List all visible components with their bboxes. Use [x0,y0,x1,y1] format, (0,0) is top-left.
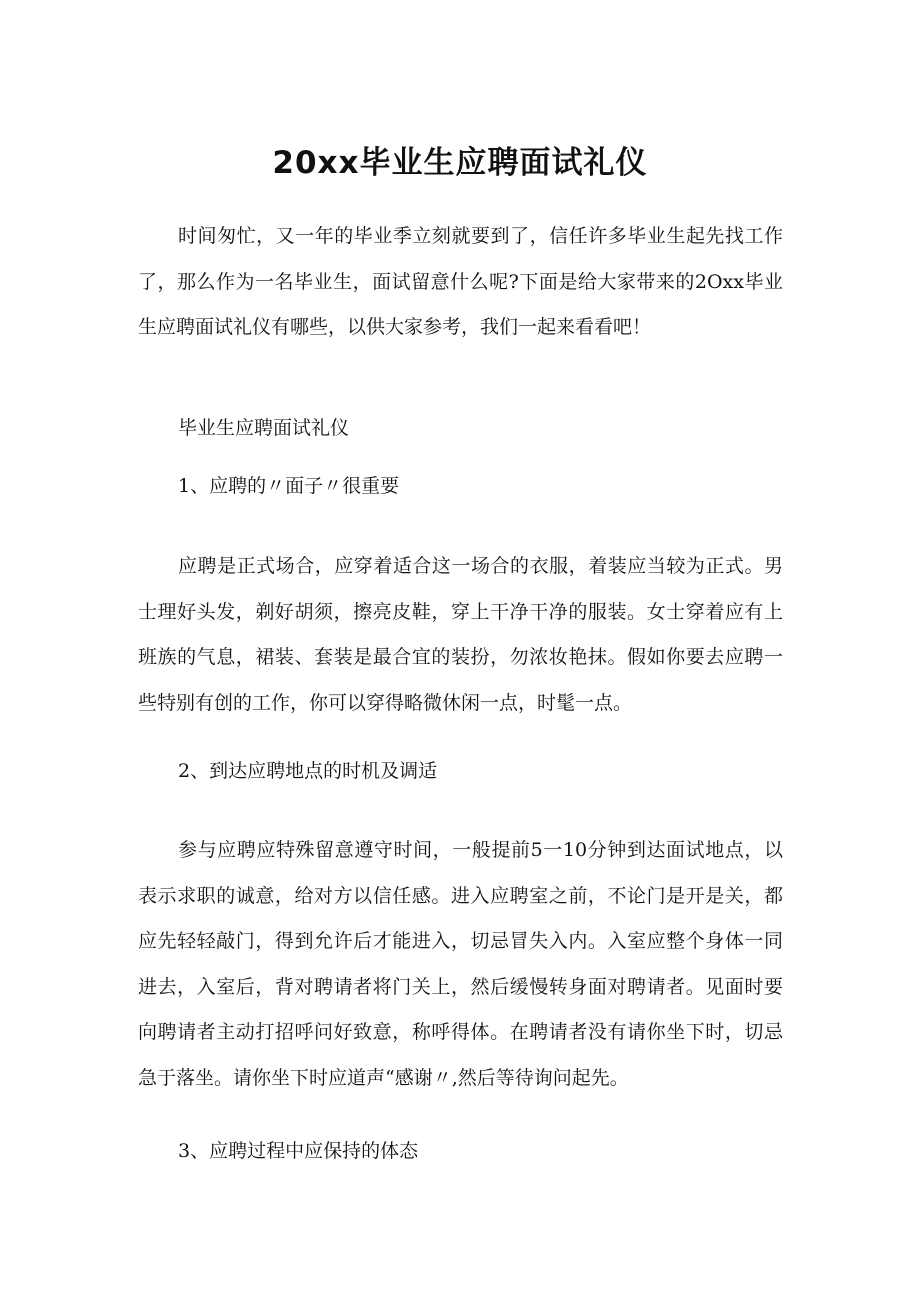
section-body-1: 应聘是正式场合，应穿着适合这一场合的衣服，着装应当较为正式。男士理好头发，剃好胡须，擦亮皮鞋，穿上干净干净的服装。女士穿着应有上班族的气息，裙装、套装是最合宜的装扮，勿浓妆艳抹。假如你要去应聘一些特别有创的工作，你可以穿得略微休闲一点，时髦一点。 [138,555,783,714]
section-heading-2: 2、到达应聘地点的时机及调适 [178,760,438,782]
section-heading-3: 3、应聘过程中应保持的体态 [178,1140,419,1162]
intro-paragraph: 时间匆忙，又一年的毕业季立刻就要到了，信任许多毕业生起先找工作了，那么作为一名毕业生，面试留意什么呢?下面是给大家带来的2Oxx毕业生应聘面试礼仪有哪些，以供大家参考，我们一起来看看吧！ [138,225,783,338]
document-title: 20xx毕业生应聘面试礼仪 [272,145,648,181]
section-title: 毕业生应聘面试礼仪 [178,417,350,439]
section-body-2: 参与应聘应特殊留意遵守时间，一般提前5一10分钟到达面试地点，以表示求职的诚意，给对方以信任感。进入应聘室之前，不论门是开是关，都应先轻轻敲门，得到允许后才能进入，切忌冒失入内。入室应整个身体一同进去，入室后，背对聘请者将门关上，然后缓慢转身面对聘请者。见面时要向聘请者主动打招呼问好致意，称呼得体。在聘请者没有请你坐下时，切忌急于落坐。请你坐下时应道声“感谢〃,然后等待询问起先。 [138,839,783,1089]
section-heading-1: 1、应聘的〃面子〃很重要 [178,475,400,497]
